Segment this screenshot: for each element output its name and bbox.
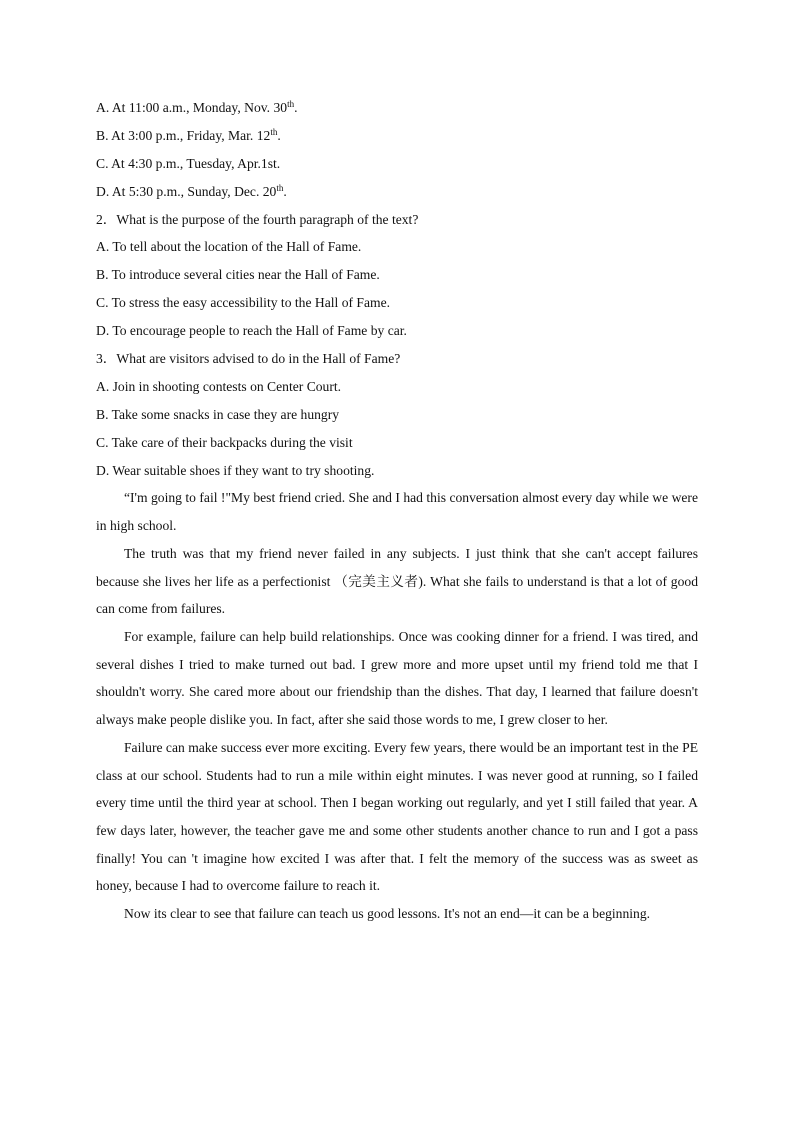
- q3-option-b: B. Take some snacks in case they are hungry: [96, 406, 340, 422]
- q1-option-c: C. At 4:30 p.m., Tuesday, Apr.1st.: [96, 155, 281, 171]
- q3-option-c: C. Take care of their backpacks during the visit: [96, 434, 353, 450]
- passage-paragraph-4: Failure can make success ever more exciting. Every few years, there would be an important test in the PE class at our school. Students had to run a mile within eight minutes. I was never good at running, so I failed every time until the third year at school. Then I began working out regularly, and yet I still failed that year. A few days later, however, the teacher gave me and some other students another chance to run and I got a pass finally! You can 't imagine how excited I was after that. I felt the memory of the success was as sweet as honey, because I had to overcome failure to reach it.: [96, 739, 698, 894]
- q2-option-c: C. To stress the easy accessibility to the Hall of Fame.: [96, 295, 391, 311]
- q1-option-b: B. At 3:00 p.m., Friday, Mar. 12th.: [96, 126, 281, 143]
- question-3: 3．What are visitors advised to do in the Hall of Fame?: [96, 351, 401, 367]
- question-2: 2．What is the purpose of the fourth paragraph of the text?: [96, 211, 419, 227]
- passage-paragraph-5: Now its clear to see that failure can teach us good lessons. It's not an end—it can be a beginning.: [124, 906, 651, 922]
- q3-option-a: A. Join in shooting contests on Center Court.: [96, 378, 342, 394]
- q3-option-d: D. Wear suitable shoes if they want to try shooting.: [96, 462, 375, 478]
- passage-paragraph-1: “I'm going to fail !"My best friend cried. She and I had this conversation almost every day while we were in high school.: [96, 490, 698, 534]
- passage-paragraph-2: The truth was that my friend never failed in any subjects. I just think that she can't accept failures because she lives her life as a perfectionist （完美主义者). What she fails to understand is that a lot of good can come from failures.: [96, 545, 698, 617]
- document-content: [96, 94, 698, 928]
- q1-option-d: D. At 5:30 p.m., Sunday, Dec. 20th.: [96, 182, 287, 199]
- q2-option-b: B. To introduce several cities near the Hall of Fame.: [96, 267, 380, 283]
- q1-option-a: A. At 11:00 a.m., Monday, Nov. 30th.: [96, 99, 298, 115]
- q2-option-a: A. To tell about the location of the Hall of Fame.: [96, 239, 362, 255]
- passage-paragraph-3: For example, failure can help build relationships. Once was cooking dinner for a friend. I was tired, and several dishes I tried to make turned out bad. I grew more and more upset until my friend told me that I shouldn't worry. She cared more about our friendship than the dishes. That day, I learned that failure doesn't always make people dislike you. In fact, after she said those words to me, I grew closer to her.: [96, 628, 698, 728]
- q2-option-d: D. To encourage people to reach the Hall of Fame by car.: [96, 323, 407, 339]
